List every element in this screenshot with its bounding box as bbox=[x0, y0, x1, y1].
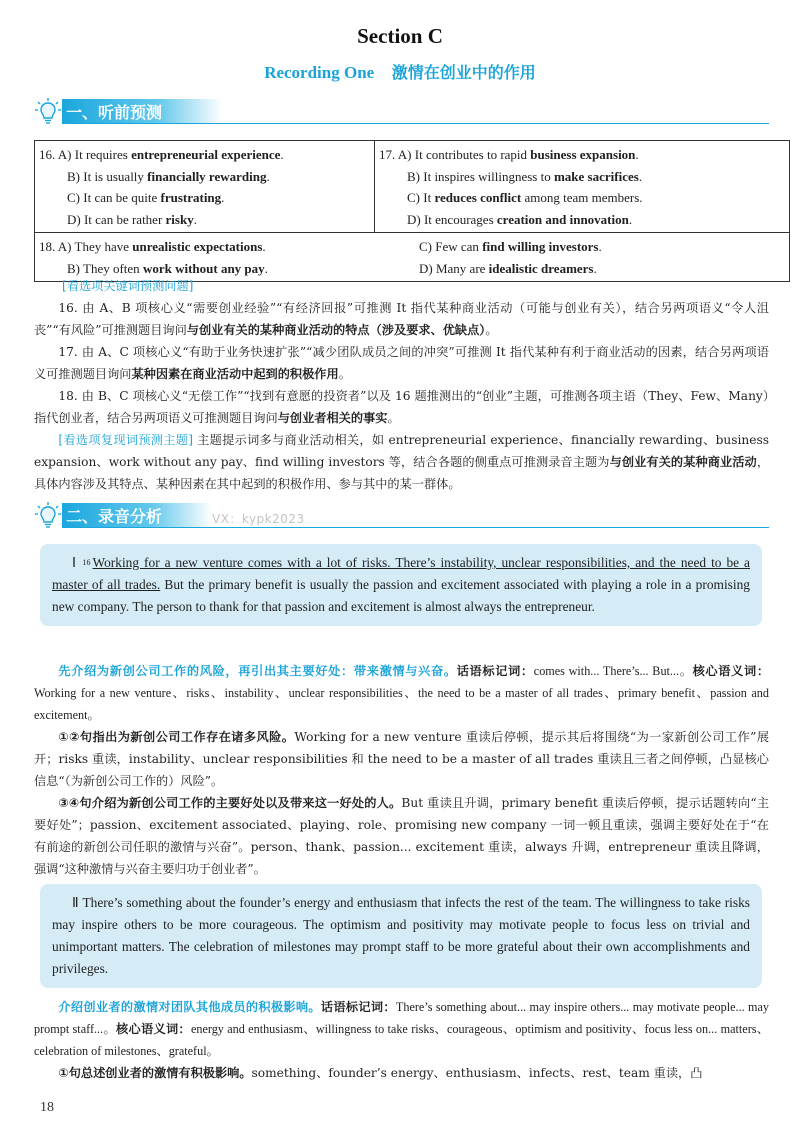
option-17b: B) It inspires willingness to make sacrifices. bbox=[407, 168, 643, 184]
lightbulb-icon bbox=[34, 501, 62, 529]
analysis-title: 二、录音分析 bbox=[66, 507, 163, 526]
lightbulb-icon bbox=[34, 97, 62, 125]
section-title: Section C bbox=[357, 24, 443, 48]
transcript-text: But the primary benefit is usually the passion and excitement associated with playing a role in a promising new company. The person to thank for that passion and excitement is almost always the entrepreneur. bbox=[52, 577, 750, 614]
analysis-1-point-1: ①②句指出为新创公司工作存在诸多风险。Working for a new venture 重读后停顿，提示其后将围绕“为一家新创公司工作”展开；risks 重读，instability、unclear responsibilities 和 the need to be a master of all trades 重读且三者之间停顿，凸显核心信息“（为新创公司工作的）风险”。 bbox=[34, 730, 770, 788]
header-rule bbox=[62, 123, 769, 124]
recording-label: Recording One bbox=[264, 63, 375, 82]
option-17a: 17. A) It contributes to rapid business expansion. bbox=[379, 147, 639, 162]
analysis-2 bbox=[34, 996, 769, 1084]
option-18d: D) Many are idealistic dreamers. bbox=[419, 260, 597, 276]
header-rule bbox=[62, 527, 769, 528]
prediction-18: 18. 由 B、C 项核心义“无偿工作”“找到有意愿的投资者”以及 16 题推测出的“创业”主题，可推测各项主语（They、Few、Many）指代创业者，结合另两项语义可推测题目询问与创业者相关的事实。 bbox=[34, 389, 769, 425]
prelisten-title: 一、听前预测 bbox=[66, 103, 163, 122]
prediction-notes bbox=[34, 275, 769, 495]
prelisten-header bbox=[34, 96, 769, 126]
paragraph-number: Ⅱ bbox=[72, 895, 79, 910]
keyword-tag: [看选项关键词预测问题] bbox=[62, 279, 194, 293]
analysis-2-point-1: ①句总述创业者的激情有积极影响。something、founder’s energy、enthusiasm、infects、rest、team 重读，凸 bbox=[58, 1066, 703, 1080]
option-16c: C) It can be quite frustrating. bbox=[67, 190, 225, 205]
prediction-17: 17. 由 A、C 项核心义“有助于业务快速扩张”“减少团队成员之间的冲突”可推测 It 指代某种有利于商业活动的因素，结合另两项语义可推测题目询问某种因素在商业活动中起到的积极作用。 bbox=[34, 345, 769, 381]
options-table bbox=[34, 140, 790, 282]
analysis-1-point-2: ③④句介绍为新创公司工作的主要好处以及带来这一好处的人。But 重读且升调，primary benefit 重读后停顿，提示话题转向“主要好处”；passion、excitement associated、playing、role、promising new company 一词一顿且重读，强调主要好处在于“在有前途的新创公司任职的激情与兴奋”。person、thank、passion... excitement 重读，always 升调，entrepreneur 重读且降调，强调“这种激情与兴奋主要归功于创业者”。 bbox=[34, 796, 770, 876]
question-16-options bbox=[35, 141, 375, 233]
option-17c: C) It reduces conflict among team members. bbox=[407, 190, 643, 205]
watermark: VX：kypk2023 bbox=[212, 512, 305, 526]
option-18c: C) Few can find willing investors. bbox=[419, 239, 602, 254]
transcript-box-1 bbox=[40, 544, 762, 626]
option-18b: B) They often work without any pay. bbox=[67, 260, 268, 276]
option-16a: 16. A) It requires entrepreneurial experience. bbox=[39, 147, 284, 162]
question-17-options bbox=[375, 141, 790, 233]
analysis-1 bbox=[34, 660, 769, 880]
transcript-box-2 bbox=[40, 884, 762, 988]
analysis-1-summary: 先介绍为新创公司工作的风险，再引出其主要好处：带来激情与兴奋。话语标记词：comes with... There’s... But...。核心语义词：Working for a new venture、risks、instability、unclear responsibilities、the need to be a master of all trades、primary benefit、passion and excitement。 bbox=[34, 664, 770, 722]
recording-topic: 激情在创业中的作用 bbox=[391, 63, 536, 82]
paragraph-number: Ⅰ bbox=[72, 555, 78, 570]
theme-prediction: [看选项复现词预测主题] 主题提示词多与商业活动相关，如 entrepreneurial experience、financially rewarding、business expansion、work without any pay、find willing investors 等，结合各题的侧重点可推测录音主题为与创业有关的某种商业活动，具体内容涉及其特点、某种因素在其中起到的积极作用、参与其中的某一群体。 bbox=[34, 433, 770, 491]
option-18a: 18. A) They have unrealistic expectations. bbox=[39, 239, 266, 254]
transcript-text: There’s something about the founder’s energy and enthusiasm that infects the rest of the team. The willingness to take risks may inspire others to be more courageous. The optimism and positivity may motivate people to focus less on trivial and unimportant matters. The celebration of milestones may prompt staff to be more grateful about their own accomplishments and privileges. bbox=[52, 895, 750, 976]
question-marker: 16 bbox=[82, 558, 91, 567]
recording-subtitle bbox=[0, 60, 800, 83]
prediction-16: 16. 由 A、B 项核心义“需要创业经验”“有经济回报”可推测 It 指代某种商业活动（可能与创业有关），结合另两项语义“令人沮丧”“有风险”可推测题目询问与创业有关的某种商业活动的特点（涉及要求、优缺点）。 bbox=[34, 301, 769, 337]
analysis-2-summary: 介绍创业者的激情对团队其他成员的积极影响。话语标记词：There’s something about... may inspire others... may motivate people... may prompt staff...。核心语义词：energy and enthusiasm、willingness to take risks、courageous、optimism and positivity、focus less on... matters、celebration of milestones、grateful。 bbox=[34, 1000, 770, 1058]
analysis-header bbox=[34, 500, 769, 530]
option-16b: B) It is usually financially rewarding. bbox=[67, 168, 270, 184]
page-number: 18 bbox=[40, 1100, 54, 1115]
transcript-underlined: Working for a new venture comes with a lot of risks. There’s instability, unclear responsibilities, and the need to be a master of all trades. bbox=[52, 555, 751, 592]
option-16d: D) It can be rather risky. bbox=[67, 211, 197, 227]
option-17d: D) It encourages creation and innovation. bbox=[407, 211, 633, 227]
